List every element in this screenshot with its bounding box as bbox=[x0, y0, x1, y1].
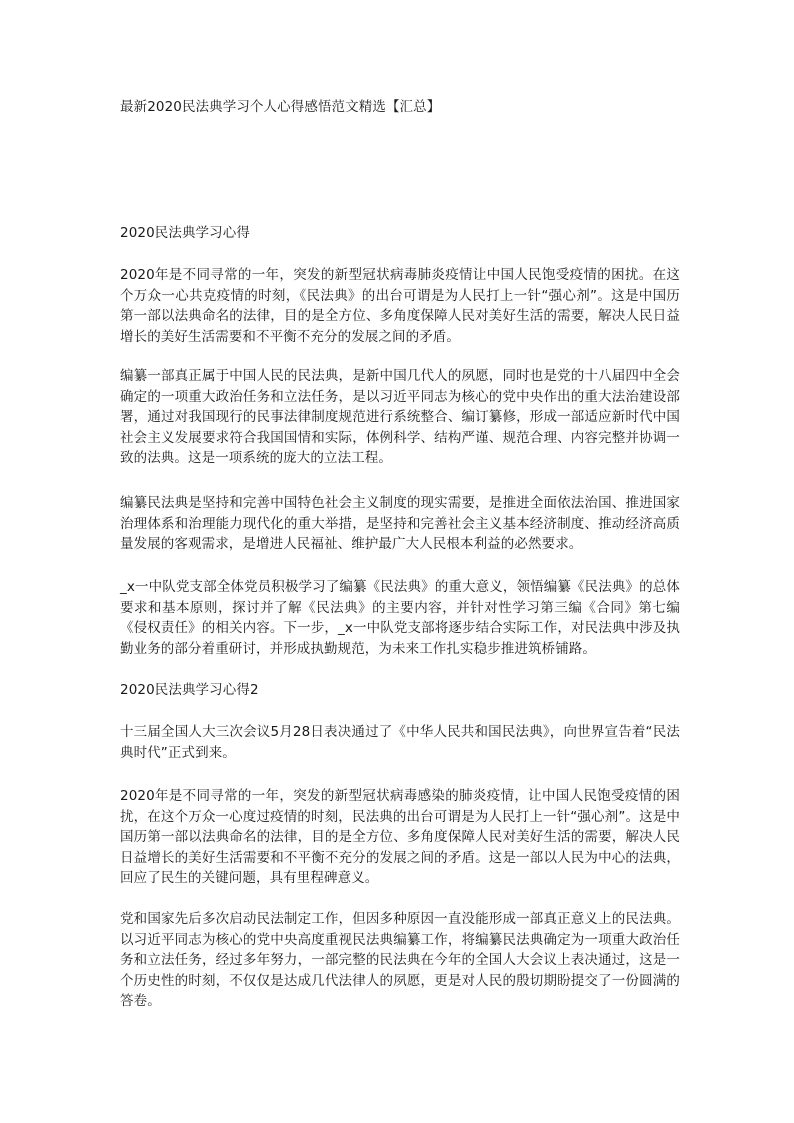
paragraph: _x一中队党支部全体党员积极学习了编纂《民法典》的重大意义，领悟编纂《民法典》的总体要求和基本原则，探讨并了解《民法典》的主要内容，并针对性学习第三编《合同》第七编《侵权责任》的相关内容。下一步，_x一中队党支部将逐步结合实际工作，对民法典中涉及执勤业务的部分着重研讨，并形成执勤规范，为未来工作扎实稳步推进筑桥铺路。 bbox=[120, 579, 680, 657]
paragraph: 编纂民法典是坚持和完善中国特色社会主义制度的现实需要，是推进全面依法治国、推进国家治理体系和治理能力现代化的重大举措，是坚持和完善社会主义基本经济制度、推动经济高质量发展的客观需求，是增进人民福祉、维护最广大人民根本利益的必然要求。 bbox=[120, 495, 680, 552]
paragraph: 2020年是不同寻常的一年，突发的新型冠状病毒肺炎疫情让中国人民饱受疫情的困扰。在这个万众一心共克疫情的时刻，《民法典》的出台可谓是为人民打上一针“强心剂”。这是中国历第一部以法典命名的法律，目的是全方位、多角度保障人民对美好生活的需要，解决人民日益增长的美好生活需要和不平衡不充分的发展之间的矛盾。 bbox=[120, 267, 680, 345]
section-heading: 2020民法典学习心得2 bbox=[120, 682, 259, 698]
paragraph: 编纂一部真正属于中国人民的民法典，是新中国几代人的夙愿，同时也是党的十八届四中全会确定的一项重大政治任务和立法任务，是以习近平同志为核心的党中央作出的重大法治建设部署，通过对我国现行的民事法律制度规范进行系统整合、编订纂修，形成一部适应新时代中国社会主义发展要求符合我国国情和实际，体例科学、结构严谨、规范合理、内容完整并协调一致的法典。这是一项系统的庞大的立法工程。 bbox=[120, 368, 680, 466]
section-heading: 2020民法典学习心得 bbox=[120, 225, 250, 241]
paragraph: 2020年是不同寻常的一年，突发的新型冠状病毒感染的肺炎疫情，让中国人民饱受疫情的困扰，在这个万众一心度过疫情的时刻，民法典的出台可谓是为人民打上一针“强心剂”。这是中国历第一部以法典命名的法律，目的是全方位、多角度保障人民对美好生活的需要，解决人民日益增长的美好生活需要和不平衡不充分的发展之间的矛盾。这是一部以人民为中心的法典，回应了民生的关键问题，具有里程碑意义。 bbox=[120, 788, 680, 886]
paragraph: 十三届全国人大三次会议5月28日表决通过了《中华人民共和国民法典》，向世界宣告着“民法典时代”正式到来。 bbox=[120, 724, 680, 761]
document-title: 最新2020民法典学习个人心得感悟范文精选【汇总】 bbox=[120, 99, 441, 115]
paragraph: 党和国家先后多次启动民法制定工作，但因多种原因一直没能形成一部真正意义上的民法典。以习近平同志为核心的党中央高度重视民法典编纂工作，将编纂民法典确定为一项重大政治任务和立法任务，经过多年努力，一部完整的民法典在今年的全国人大会议上表决通过，这是一个历史性的时刻，不仅仅是达成几代法律人的夙愿，更是对人民的殷切期盼提交了一份圆满的答卷。 bbox=[120, 911, 680, 1009]
